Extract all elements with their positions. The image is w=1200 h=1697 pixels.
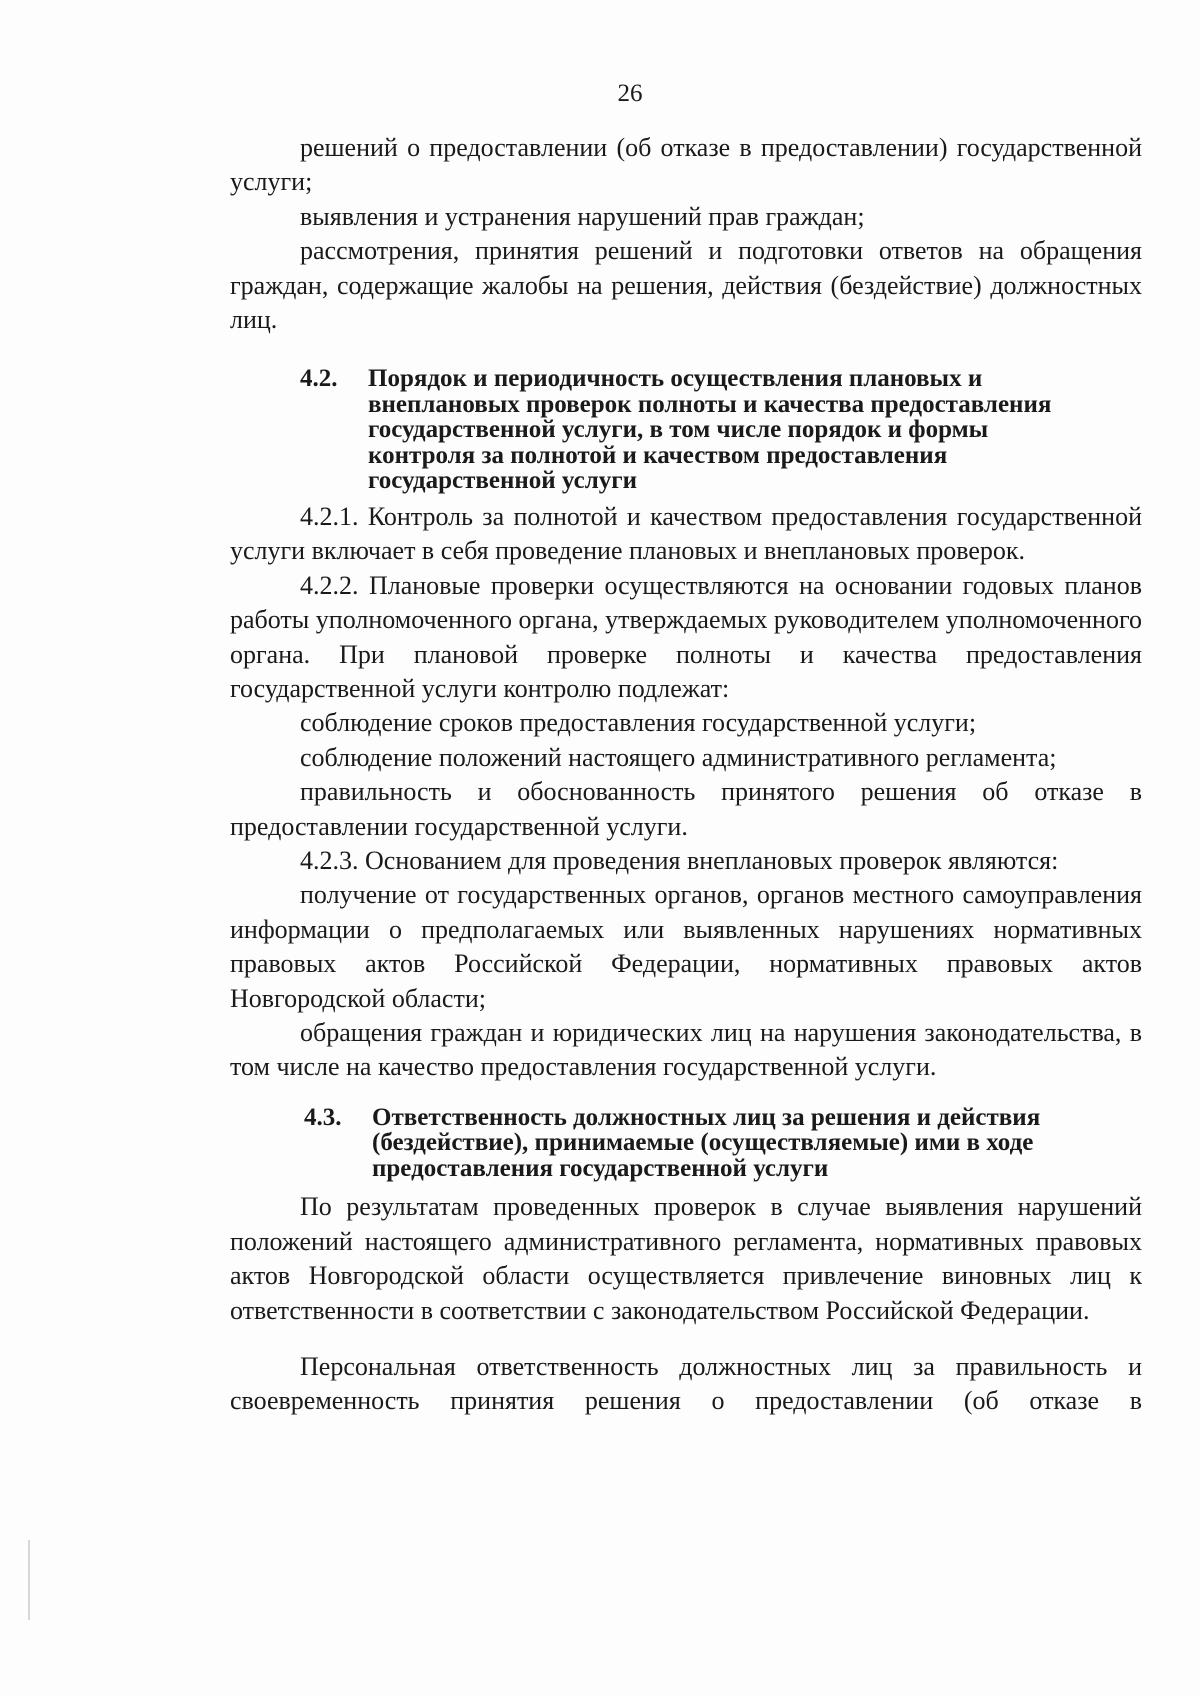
paragraph: соблюдение сроков предоставления государственной услуги;: [300, 708, 977, 738]
paragraph: рассмотрения, принятия решений и подготовки ответов на обращения граждан, содержащие жалобы на решения, действия (бездействие) должностных лиц.: [230, 236, 1142, 335]
paragraph: решений о предоставлении (об отказе в предоставлении) государственной услуги;: [230, 133, 1142, 197]
paragraph: обращения граждан и юридических лиц на нарушения законодательства, в том числе на качество предоставления государственной услуги.: [230, 1018, 1142, 1082]
scan-edge-mark: [28, 1540, 30, 1620]
section-number: 4.2.: [300, 365, 338, 393]
section-title: Ответственность должностных лиц за решения и действия (бездействие), принимаемые (осуществляемые) ими в ходе предоставления государственной услуги: [372, 1103, 1041, 1182]
paragraph: 4.2.2. Плановые проверки осуществляются на основании годовых планов работы уполномоченного органа, утверждаемых руководителем уполномоченного органа. При плановой проверке полноты и качества предоставления государственной услуги контролю подлежат:: [230, 570, 1142, 703]
section-number: 4.3.: [304, 1103, 342, 1131]
paragraph: правильность и обоснованность принятого решения об отказе в предоставлении государственной услуги.: [230, 777, 1142, 841]
section-heading-4-3: [304, 1105, 1084, 1182]
paragraph: соблюдение положений настоящего административного регламента;: [300, 742, 1057, 772]
paragraph: получение от государственных органов, органов местного самоуправления информации о предполагаемых или выявленных нарушениях нормативных правовых актов Российской Федерации, нормативных правовых актов Новгородской области;: [230, 880, 1142, 1013]
section-heading-4-2: [300, 366, 1100, 494]
paragraph: 4.2.3. Основанием для проведения внеплановых проверок являются:: [300, 846, 1059, 875]
paragraph: 4.2.1. Контроль за полнотой и качеством предоставления государственной услуги включает в себя проведение плановых и внеплановых проверок.: [230, 501, 1142, 566]
document-body: [230, 131, 1142, 1419]
paragraph: По результатам проведенных проверок в случае выявления нарушений положений настоящего административного регламента, нормативных правовых актов Новгородской области осуществляется привлечение виновных лиц к ответственности в соответствии с законодательством Российской Федерации.: [230, 1192, 1142, 1325]
section-title: Порядок и периодичность осуществления плановых и внеплановых проверок полноты и качества предоставления государственной услуги, в том числе порядок и формы контроля за полнотой и качеством предоставления государственной услуги: [368, 365, 1052, 495]
paragraph: выявления и устранения нарушений прав граждан;: [300, 201, 865, 231]
paragraph: Персональная ответственность должностных лиц за правильность и своевременность принятия решения о предоставлении (об отказе в: [230, 1351, 1142, 1416]
page-number: 26: [617, 80, 643, 107]
